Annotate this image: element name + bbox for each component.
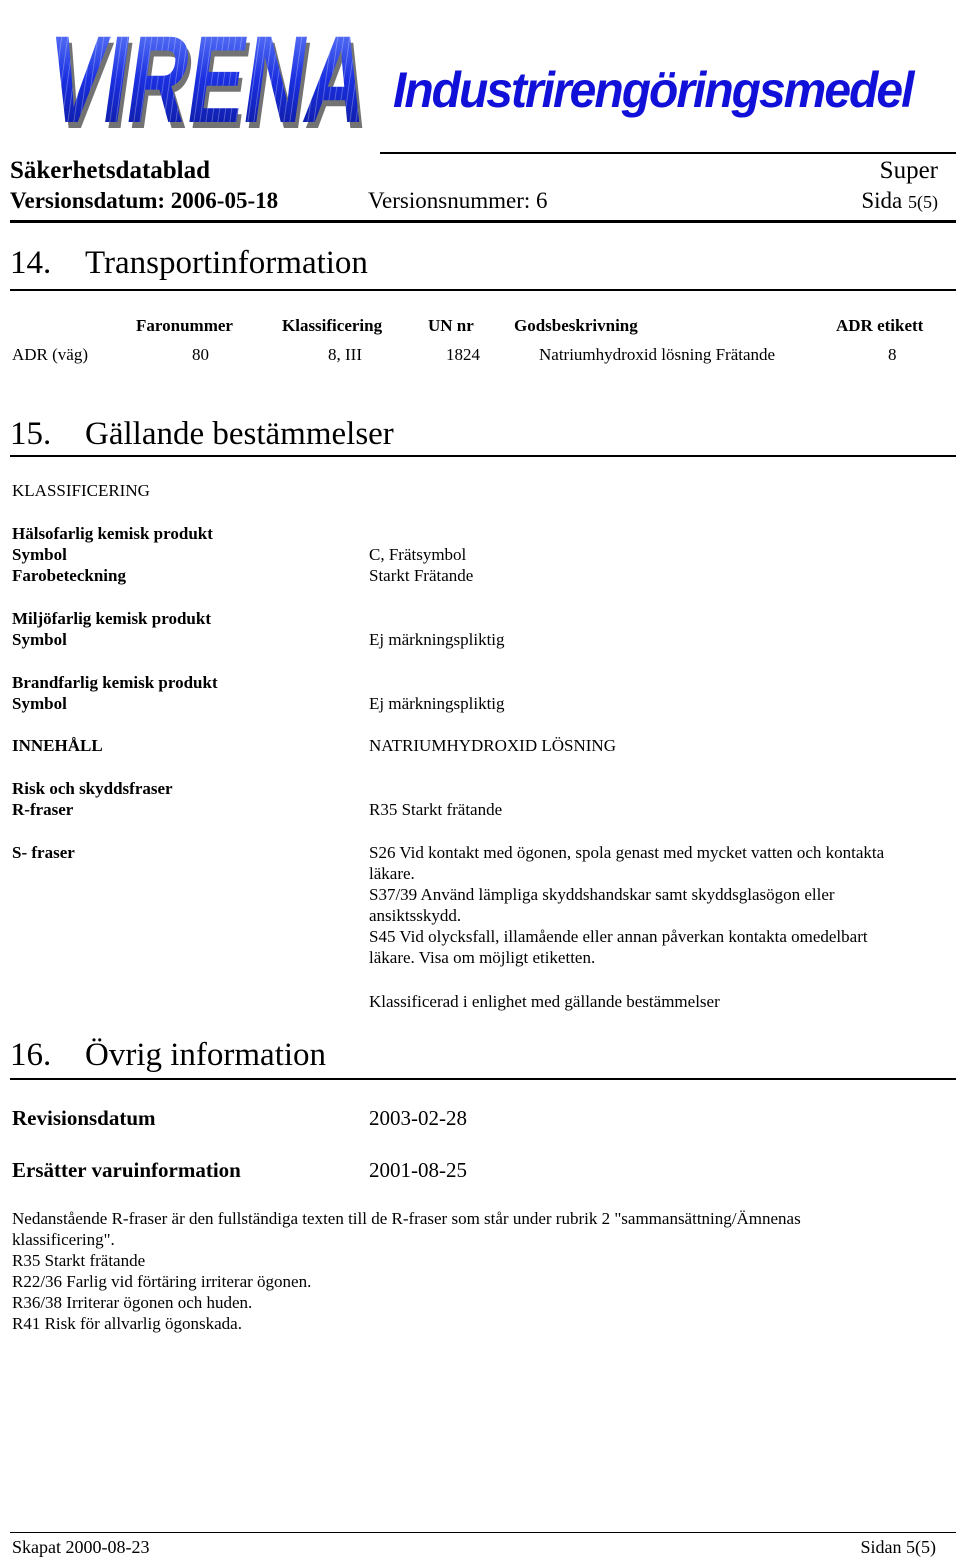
- health-symbol-value: C, Frätsymbol: [369, 545, 467, 564]
- s-phrase-line: ansiktsskydd.: [369, 906, 462, 925]
- replaces-value: 2001-08-25: [369, 1158, 467, 1182]
- product-name: Super: [879, 157, 938, 184]
- section-15-number: 15.: [10, 416, 52, 452]
- cell-faronummer: 80: [192, 345, 209, 364]
- revision-value: 2003-02-28: [369, 1106, 467, 1130]
- page-value: 5(5): [908, 192, 938, 212]
- page-label: Sida: [861, 188, 903, 213]
- version-date: Versionsdatum: 2006-05-18: [10, 188, 279, 213]
- section-14-rule: [10, 289, 956, 291]
- cell-adr-etikett: 8: [888, 345, 897, 364]
- contents-value: NATRIUMHYDROXID LÖSNING: [369, 736, 616, 755]
- other-notes: [12, 1208, 801, 1334]
- revision-label: Revisionsdatum: [12, 1106, 156, 1130]
- section-14-title: Transportinformation: [85, 245, 368, 281]
- section-15-heading: [0, 416, 960, 460]
- fire-symbol-label: Symbol: [12, 694, 67, 713]
- contents-label: INNEHÅLL: [12, 736, 103, 755]
- footer-page: Sidan 5(5): [860, 1537, 936, 1557]
- s-phrase-line: S37/39 Använd lämpliga skyddshandskar samt skyddsglasögon eller: [369, 885, 835, 904]
- fire-heading: Brandfarlig kemisk produkt: [12, 673, 218, 692]
- document-type: Säkerhetsdatablad: [10, 157, 211, 184]
- env-symbol-label: Symbol: [12, 630, 67, 649]
- env-heading: Miljöfarlig kemisk produkt: [12, 609, 211, 628]
- section-16-heading: [0, 1037, 960, 1081]
- health-hazard-value: Starkt Frätande: [369, 566, 474, 585]
- s-phrase-line: läkare.: [369, 864, 415, 883]
- r-phrases-value: R35 Starkt frätande: [369, 800, 503, 819]
- header-rule-bottom: [10, 220, 956, 223]
- version-number: Versionsnummer: 6: [368, 188, 548, 213]
- risk-heading: Risk och skyddsfraser: [12, 779, 173, 798]
- health-symbol-label: Symbol: [12, 545, 67, 564]
- section-14-number: 14.: [10, 245, 52, 281]
- r-phrases-label: R-fraser: [12, 800, 74, 819]
- s-phrase-line: läkare. Visa om möjligt etiketten.: [369, 948, 596, 967]
- fire-symbol-value: Ej märkningspliktig: [369, 694, 505, 713]
- health-block-labels: [12, 523, 213, 586]
- section-15-rule: [10, 455, 956, 457]
- env-block-labels: [12, 608, 211, 650]
- note-line: R36/38 Irriterar ögonen och huden.: [12, 1293, 253, 1312]
- virena-logo: [40, 4, 390, 150]
- note-line: R41 Risk för allvarlig ögonskada.: [12, 1314, 242, 1333]
- col-adr-etikett: ADR etikett: [836, 316, 924, 335]
- section-16-number: 16.: [10, 1037, 52, 1073]
- s-phrases-list: [369, 842, 884, 968]
- section-16-title: Övrig information: [85, 1037, 327, 1073]
- note-line: R22/36 Farlig vid förtäring irriterar ögonen.: [12, 1272, 312, 1291]
- s-phrase-line: S26 Vid kontakt med ögonen, spola genast med mycket vatten och kontakta: [369, 843, 885, 862]
- col-faronummer: Faronummer: [136, 316, 233, 335]
- section-15-title: Gällande bestämmelser: [85, 416, 394, 452]
- page-indicator: [861, 188, 938, 214]
- note-line: klassificering".: [12, 1230, 115, 1249]
- health-hazard-label: Farobeteckning: [12, 566, 126, 585]
- col-klassificering: Klassificering: [282, 316, 383, 335]
- klassificering-heading: KLASSIFICERING: [12, 481, 150, 500]
- health-heading: Hälsofarlig kemisk produkt: [12, 524, 213, 543]
- note-line: R35 Starkt frätande: [12, 1251, 146, 1270]
- env-symbol-value: Ej märkningspliktig: [369, 630, 505, 649]
- s-phrase-line: S45 Vid olycksfall, illamående eller annan påverkan kontakta omedelbart: [369, 927, 868, 946]
- s-phrases-label: S- fraser: [12, 843, 75, 862]
- header-rule-top: [380, 152, 956, 154]
- replaces-label: Ersätter varuinformation: [12, 1158, 241, 1182]
- svg-text:VIRENA: VIRENA: [40, 10, 390, 149]
- footer-rule: [10, 1532, 956, 1533]
- row-mode: ADR (väg): [12, 345, 89, 364]
- health-block-values: [369, 544, 473, 586]
- section-14-heading: [0, 245, 960, 289]
- footer-created: Skapat 2000-08-23: [12, 1537, 150, 1557]
- section-16-rule: [10, 1078, 956, 1080]
- col-un-nr: UN nr: [428, 316, 474, 335]
- cell-un-nr: 1824: [446, 345, 480, 364]
- svg-text:VIRENA: VIRENA: [40, 10, 390, 149]
- risk-labels: [12, 778, 173, 820]
- cell-klassificering: 8, III: [328, 345, 362, 364]
- note-line: Nedanstående R-fraser är den fullständiga texten till de R-fraser som står under rubrik 2 "sammansättning/Ämnenas: [12, 1209, 801, 1228]
- col-godsbeskrivning: Godsbeskrivning: [514, 316, 638, 335]
- svg-text:VIRENA: VIRENA: [42, 16, 390, 150]
- fire-block-labels: [12, 672, 218, 714]
- classified-note: Klassificerad i enlighet med gällande bestämmelser: [369, 992, 720, 1011]
- cell-godsbeskrivning: Natriumhydroxid lösning Frätande: [539, 345, 776, 364]
- brand-title: Industrirengöringsmedel: [393, 63, 913, 119]
